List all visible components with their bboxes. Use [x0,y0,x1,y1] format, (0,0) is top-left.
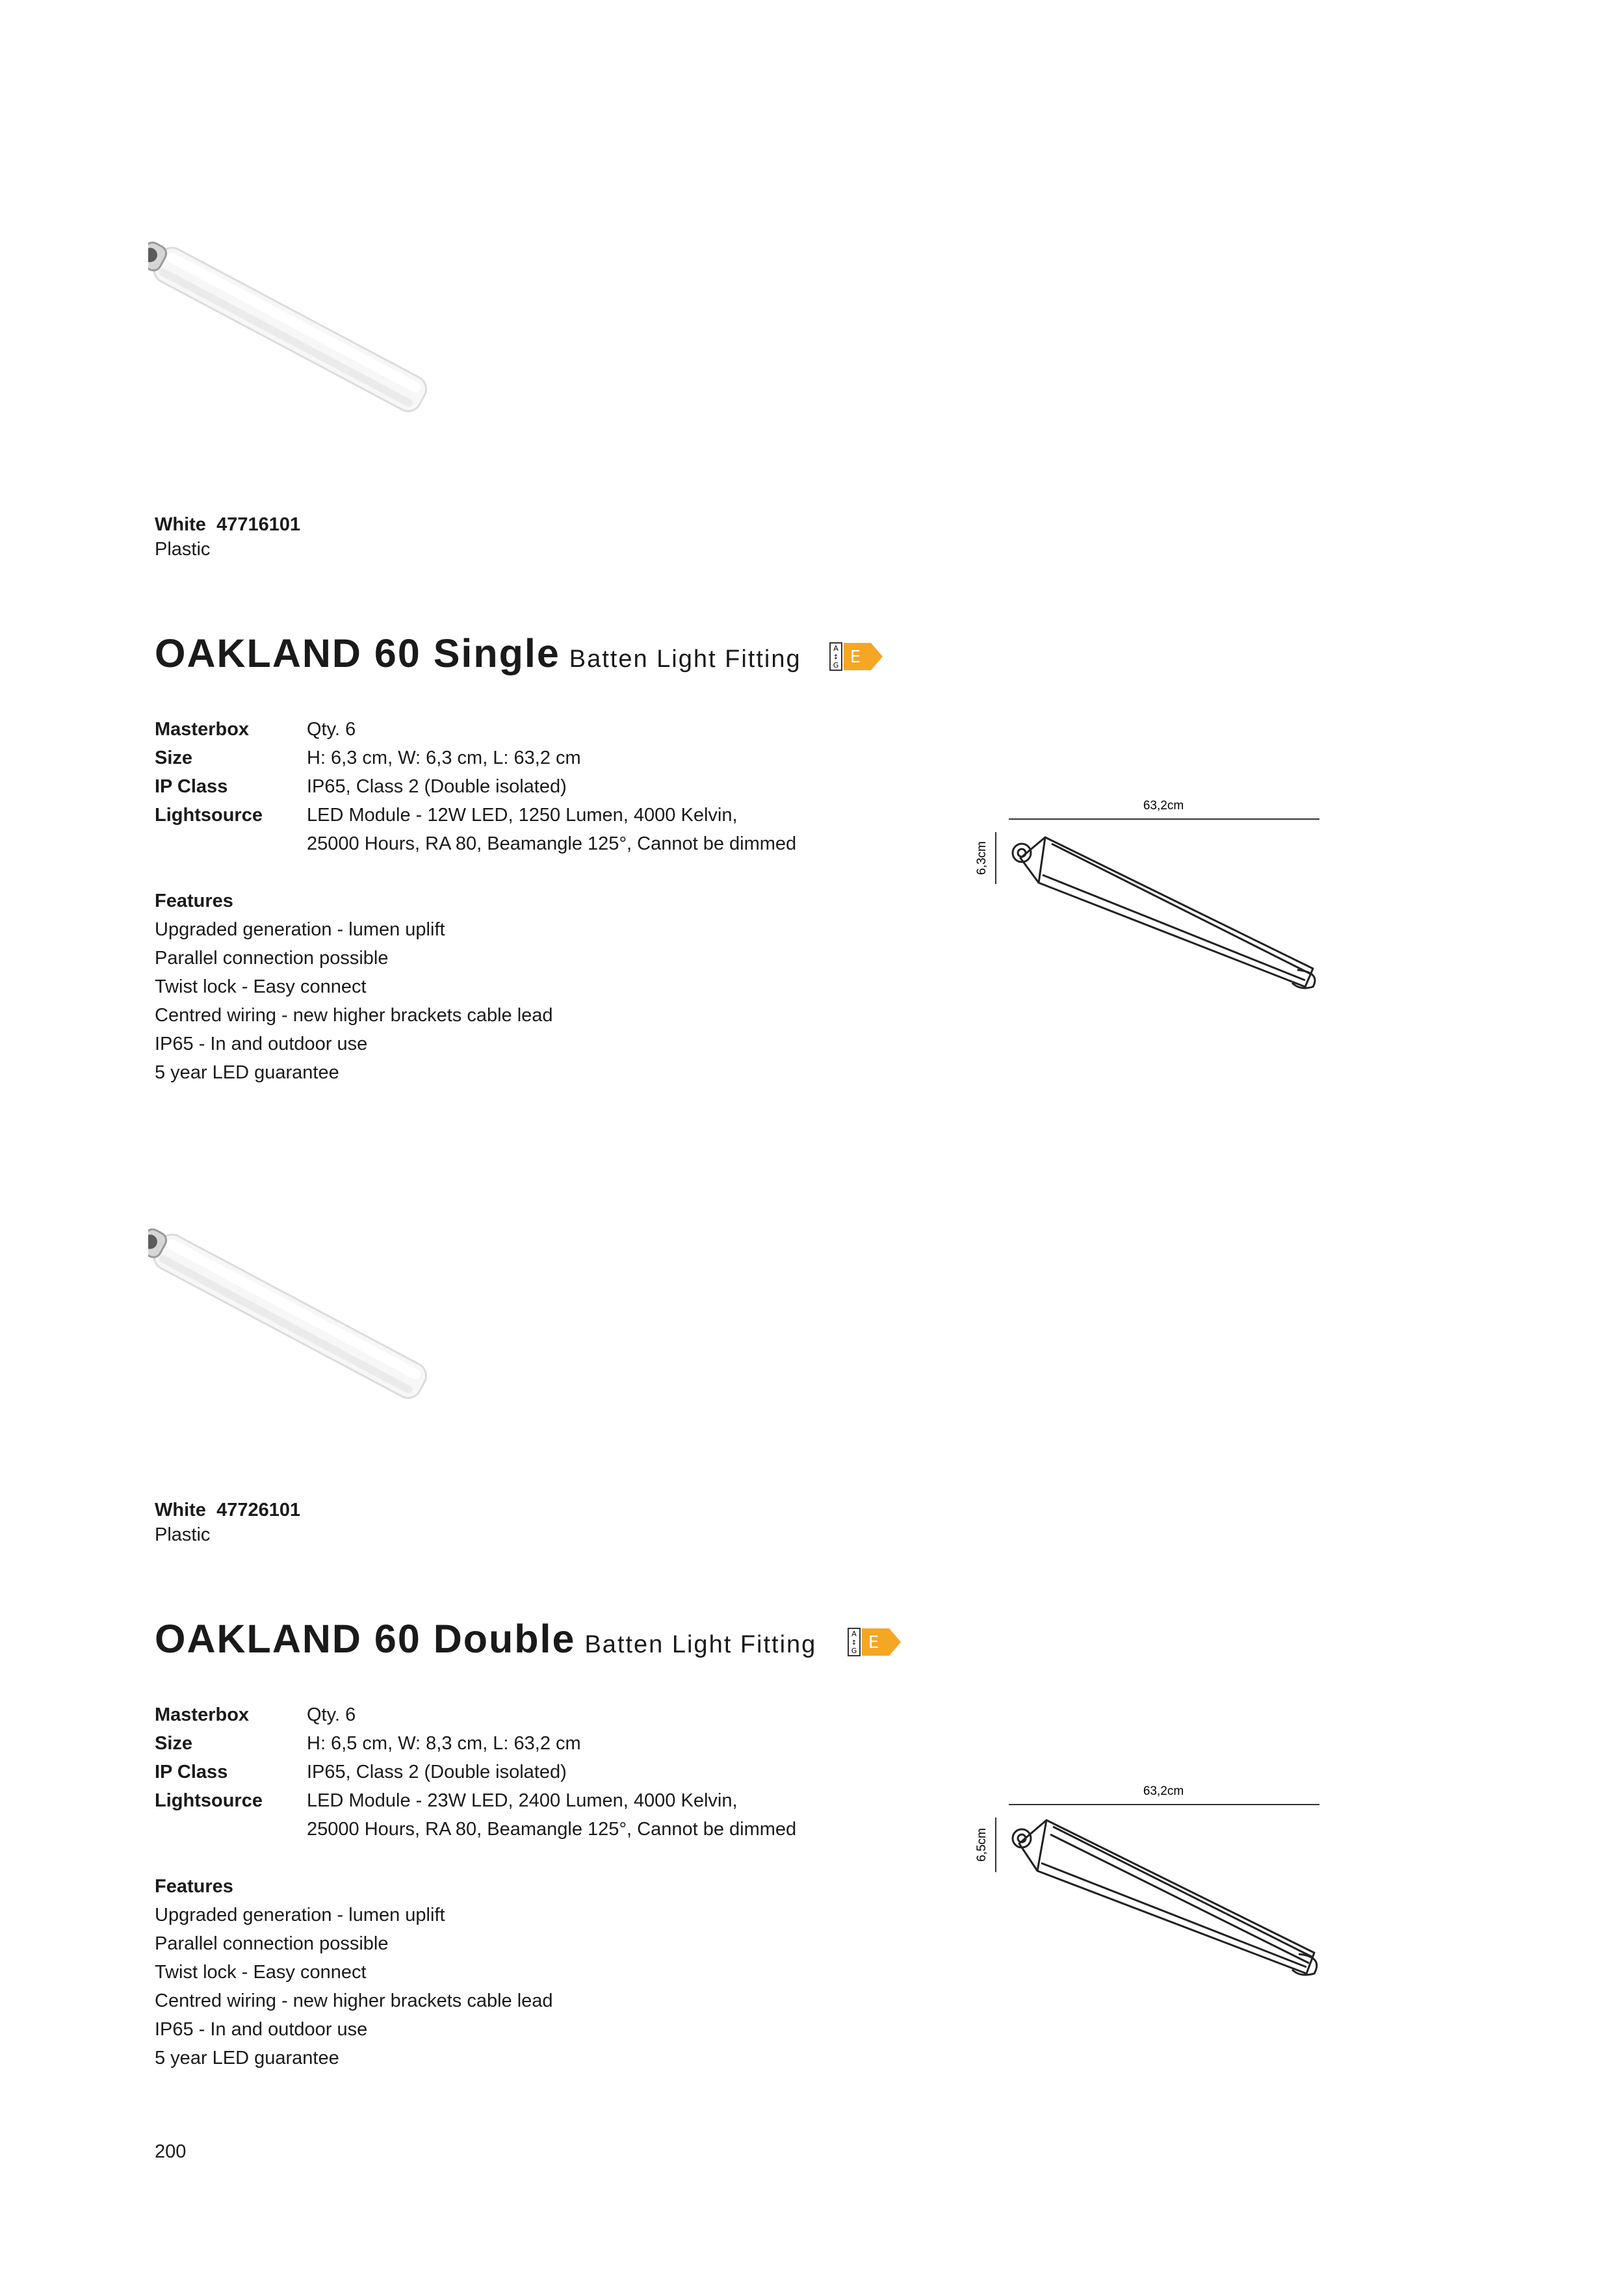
product-title [155,1616,816,1662]
product-photo-double [148,1214,460,1422]
spec-value: LED Module - 12W LED, 1250 Lumen, 4000 Kelvin, [307,805,738,826]
spec-value: 25000 Hours, RA 80, Beamangle 125°, Cannot be dimmed [307,1819,797,1840]
product-photo-single [148,228,460,436]
product-name: OAKLAND 60 Double [155,1617,576,1661]
energy-label-icon [829,642,884,671]
variant-material: Plastic [155,539,211,560]
spec-label: Lightsource [155,1790,263,1811]
spec-label: Size [155,1733,193,1754]
feature-item: 5 year LED guarantee [155,2048,339,2068]
page-number: 200 [155,2141,187,2162]
energy-scale-bottom: G [851,1647,857,1655]
variant-color: White [155,1500,206,1520]
features-list [155,887,553,1087]
energy-scale-bottom: G [833,661,839,670]
dimension-drawing-double [962,1766,1326,1987]
variant-info [155,1498,300,1547]
variant-material: Plastic [155,1524,211,1545]
spec-value: IP65, Class 2 (Double isolated) [307,1762,567,1782]
spec-label: Size [155,748,193,768]
energy-scale-top: A [833,644,838,653]
spec-value: Qty. 6 [307,1704,356,1725]
feature-item: Parallel connection possible [155,1933,389,1954]
energy-class: E [850,647,861,667]
product-subtitle: Batten Light Fitting [584,1631,817,1658]
energy-class: E [868,1633,879,1652]
spec-label: IP Class [155,1762,228,1782]
spec-label: Masterbox [155,1704,250,1725]
product-subtitle: Batten Light Fitting [569,646,801,673]
energy-label-icon [848,1628,902,1656]
feature-item: IP65 - In and outdoor use [155,2019,368,2040]
features-list [155,1872,553,2072]
variant-color: White [155,514,206,535]
energy-scale-top: A [851,1630,857,1638]
spec-label: IP Class [155,776,228,797]
energy-scale-arrow: ↕ [851,1639,857,1647]
product-title [155,631,801,676]
spec-value: LED Module - 23W LED, 2400 Lumen, 4000 Kelvin, [307,1790,738,1811]
feature-item: Centred wiring - new higher brackets cable lead [155,1005,553,1026]
spec-value: 25000 Hours, RA 80, Beamangle 125°, Cannot be dimmed [307,833,797,854]
feature-item: Centred wiring - new higher brackets cable lead [155,1990,553,2011]
feature-item: Parallel connection possible [155,948,389,969]
feature-item: Upgraded generation - lumen uplift [155,919,445,940]
feature-item: Upgraded generation - lumen uplift [155,1905,445,1925]
variant-code: 47716101 [216,514,301,535]
feature-item: Twist lock - Easy connect [155,1962,367,1983]
dimension-length: 63,2cm [1143,799,1184,813]
dimension-drawing-single [962,780,1326,1001]
spec-value: H: 6,3 cm, W: 6,3 cm, L: 63,2 cm [307,748,581,768]
variant-code: 47726101 [216,1500,301,1520]
spec-label: Masterbox [155,719,250,740]
dimension-length: 63,2cm [1143,1784,1184,1798]
spec-value: Qty. 6 [307,719,356,740]
features-heading: Features [155,891,233,911]
spec-label: Lightsource [155,805,263,826]
features-heading: Features [155,1876,233,1897]
feature-item: Twist lock - Easy connect [155,976,367,997]
product-name: OAKLAND 60 Single [155,631,560,675]
energy-scale-arrow: ↕ [833,654,839,661]
dimension-height: 6,5cm [975,1828,989,1862]
spec-value: IP65, Class 2 (Double isolated) [307,776,567,797]
feature-item: IP65 - In and outdoor use [155,1034,368,1054]
dimension-height: 6,3cm [975,841,989,875]
feature-item: 5 year LED guarantee [155,1062,339,1083]
variant-info [155,512,300,562]
spec-value: H: 6,5 cm, W: 8,3 cm, L: 63,2 cm [307,1733,581,1754]
